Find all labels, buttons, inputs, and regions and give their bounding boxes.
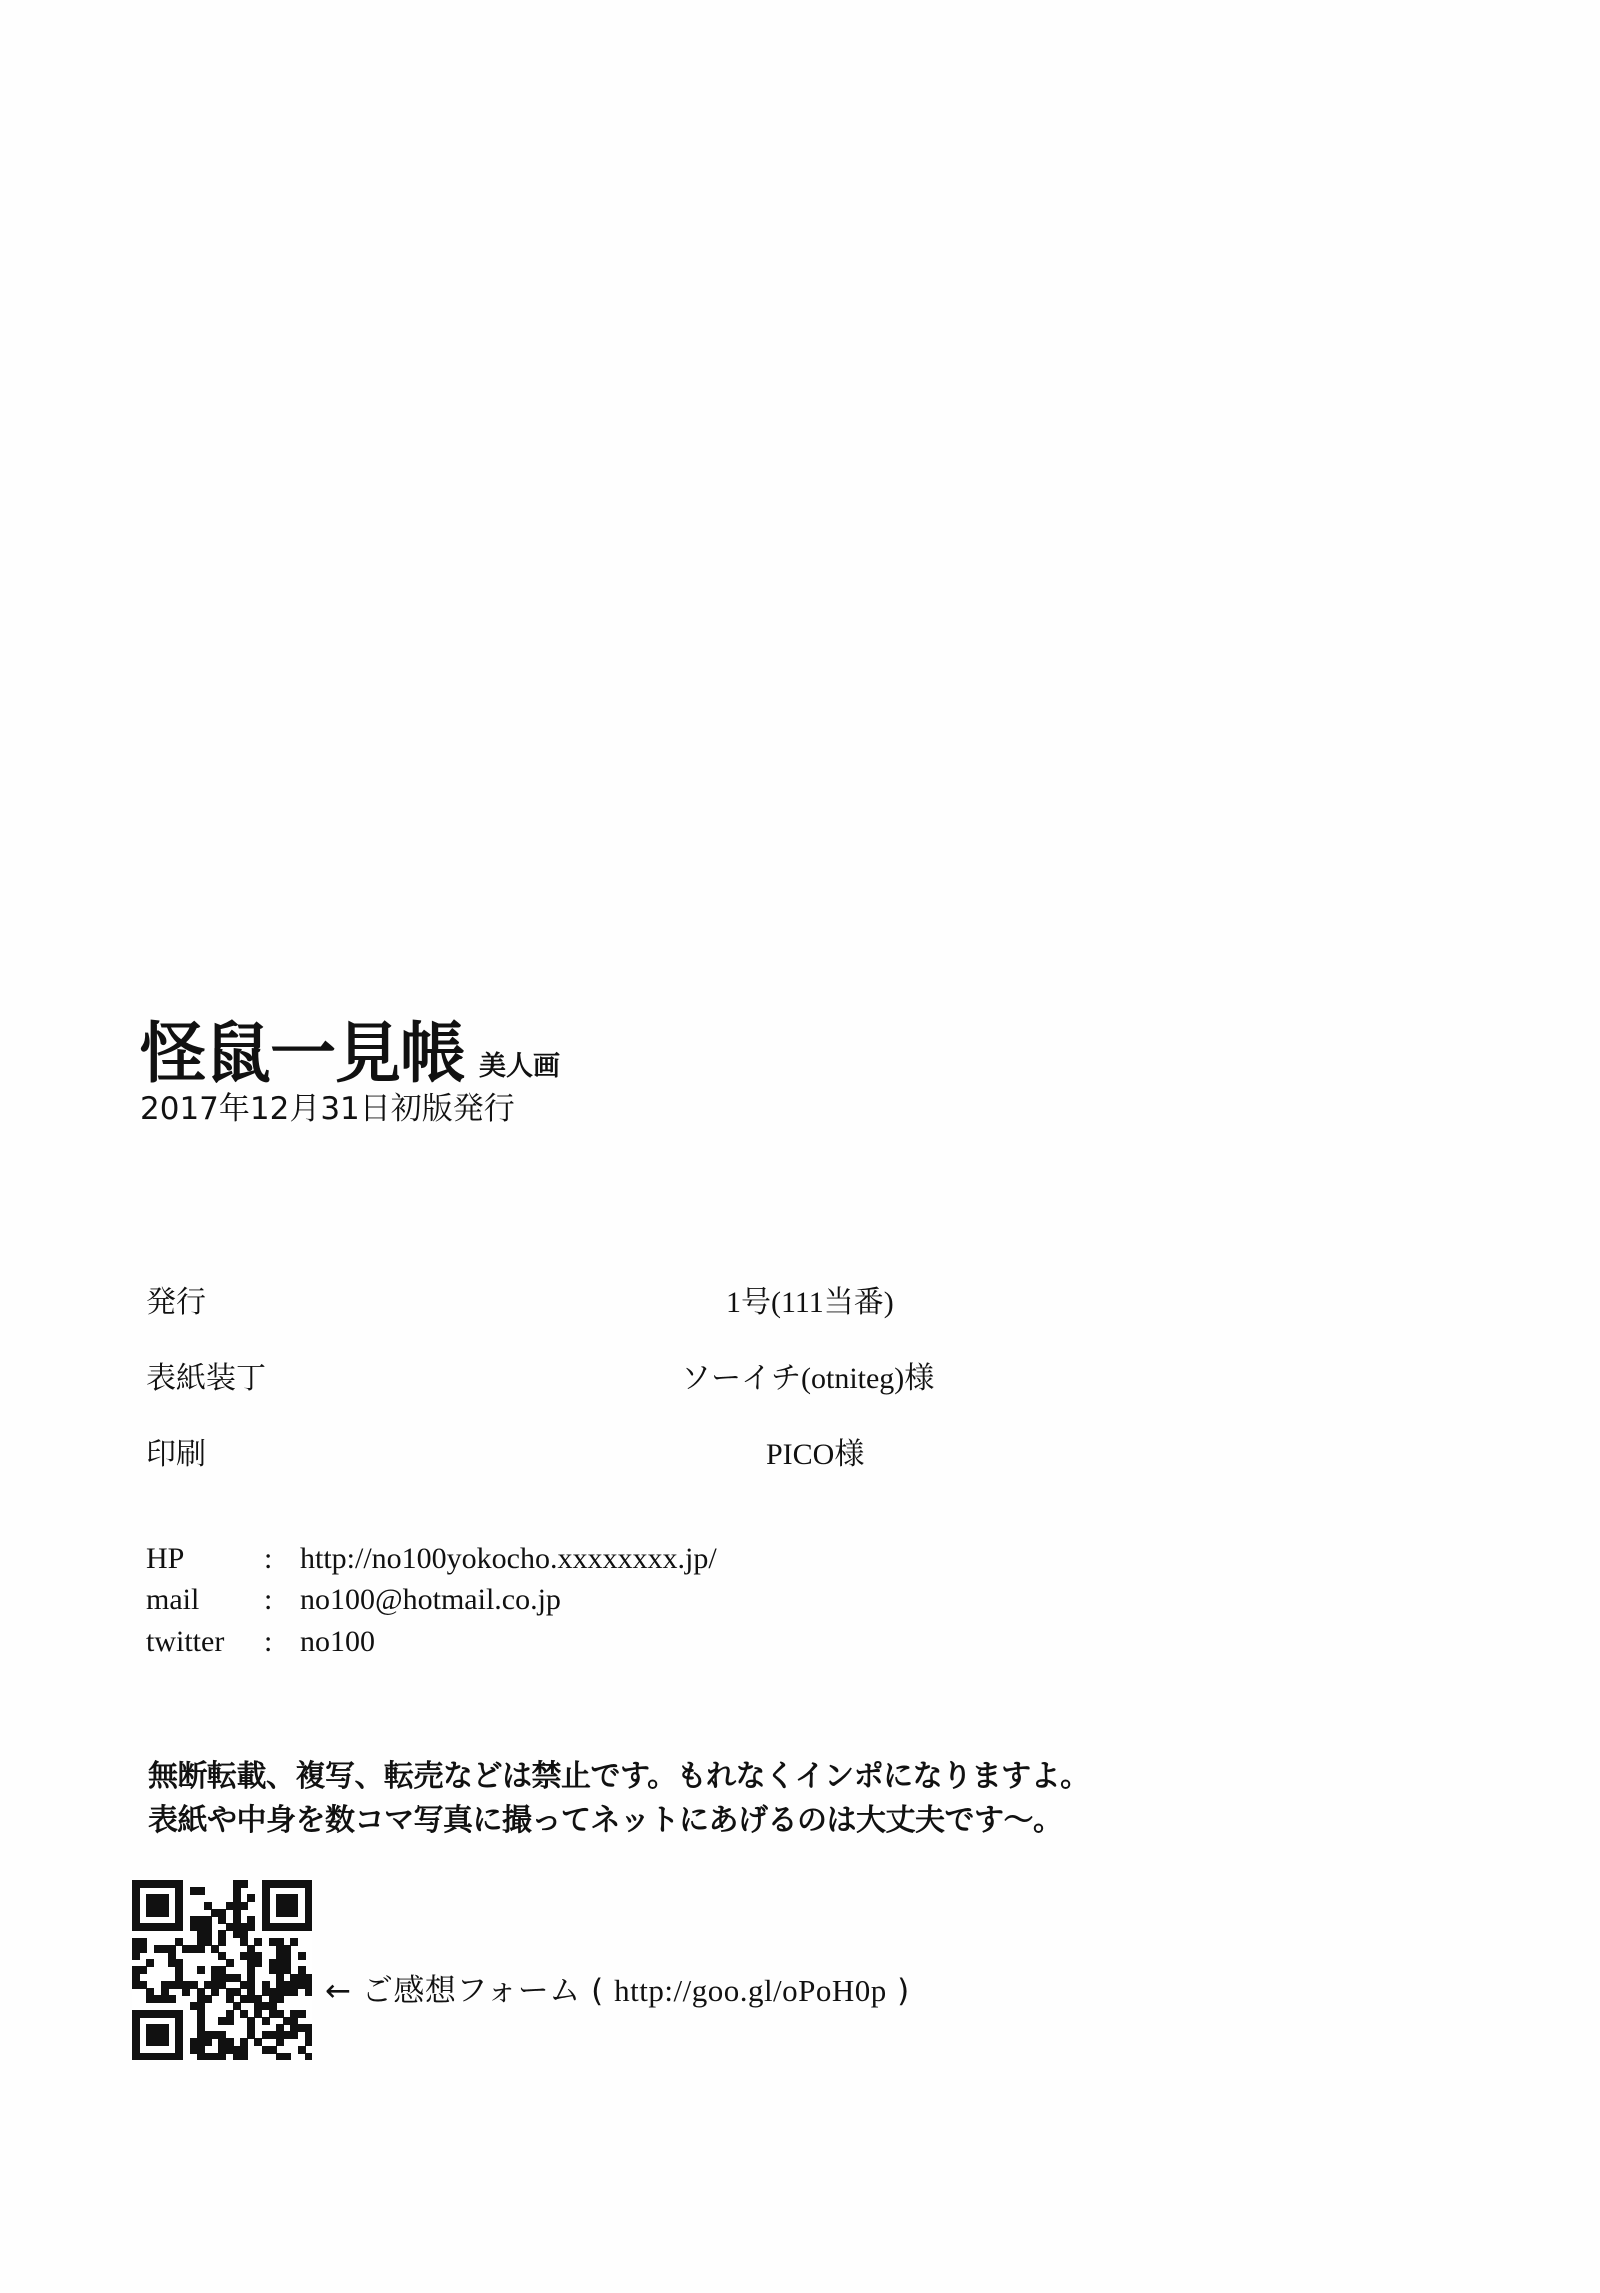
notice-line-2: 表紙や中身を数コマ写真に撮ってネットにあげるのは大丈夫です〜。 [148,1802,1063,1838]
qr-code-icon[interactable] [132,1880,312,2060]
contact-separator: : [264,1624,273,1658]
credits-table [146,1265,1246,1493]
notice-line-1: 無断転載、複写、転売などは禁止です。もれなくインポになりますよ。 [148,1759,1090,1794]
credit-value: ソーイチ(otniteg)様 [681,1362,935,1395]
publication-date: 2017年12月31日初版発行 [140,1091,515,1127]
credit-label: 印刷 [146,1437,206,1472]
contact-key: mail [146,1583,200,1617]
contact-key: twitter [146,1624,225,1658]
open-paren: ( [591,1973,604,2009]
credit-label: 発行 [146,1285,206,1320]
credit-value: PICO様 [766,1438,865,1471]
feedback-form-link[interactable] [325,1965,910,2010]
list-item [146,1538,717,1579]
table-row [146,1341,1246,1417]
usage-notice [148,1755,1448,1842]
colophon-header [140,1014,1460,1127]
contact-separator: : [264,1583,273,1617]
feedback-label: ご感想フォーム [361,1973,581,2009]
close-paren: ) [897,1973,910,2009]
list-item [146,1621,717,1662]
table-row [146,1265,1246,1341]
contact-value-hp[interactable]: http://no100yokocho.xxxxxxxx.jp/ [300,1542,717,1575]
contact-value-twitter[interactable]: no100 [300,1624,375,1658]
credit-label: 表紙装丁 [146,1361,266,1396]
list-item [146,1579,717,1620]
table-row [146,1417,1246,1493]
contact-list [146,1538,717,1662]
feedback-url[interactable]: http://goo.gl/oPoH0p [614,1973,887,2008]
title-row [140,1014,1460,1092]
contact-separator: : [264,1542,273,1575]
credit-value: 1号(111当番) [726,1286,894,1319]
page-subtitle: 美人画 [479,1051,560,1082]
contact-key: HP [146,1542,185,1575]
page-title: 怪鼠一見帳 [140,1014,465,1092]
left-arrow-icon: ← [325,1973,352,2009]
contact-value-mail[interactable]: no100@hotmail.co.jp [300,1583,561,1617]
